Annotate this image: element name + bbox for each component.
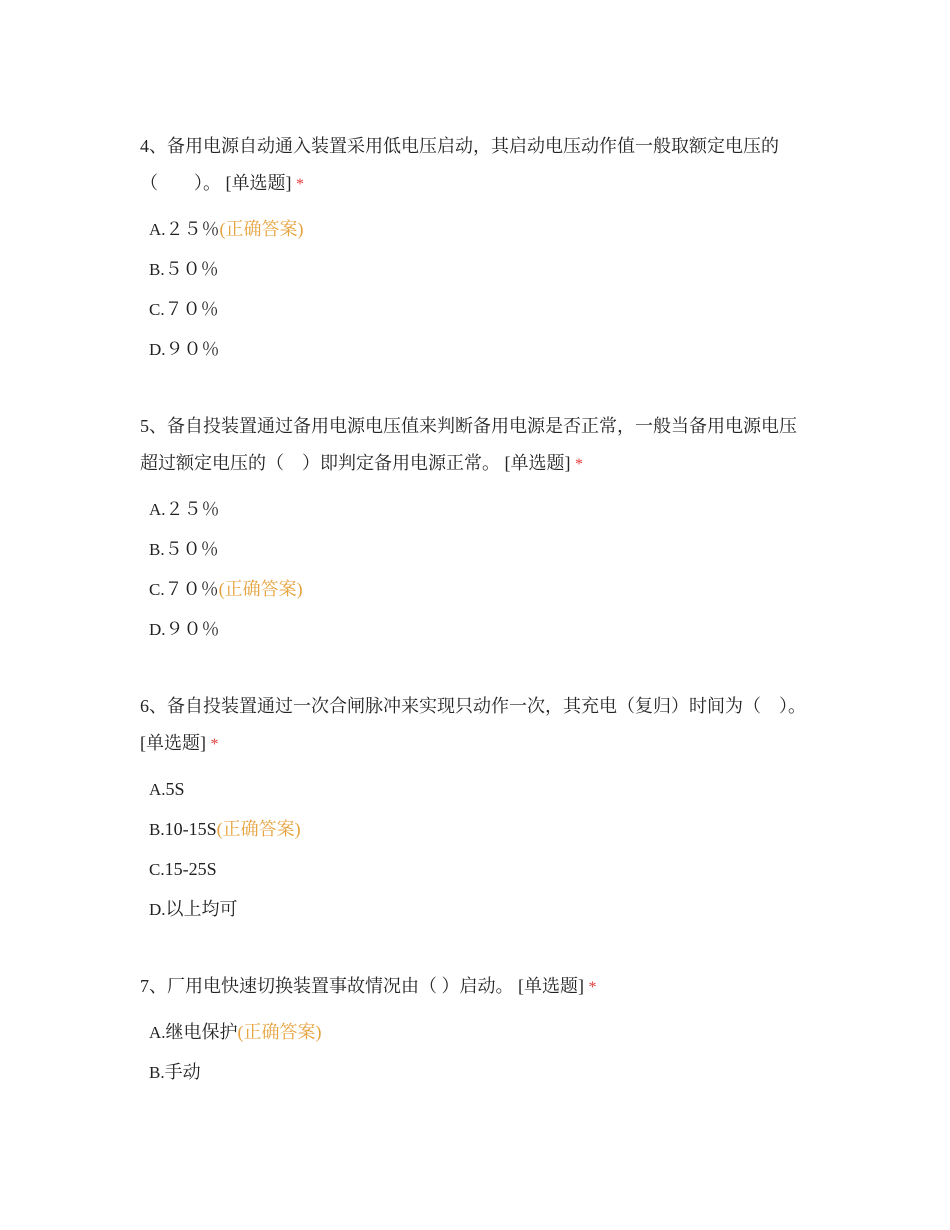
correct-answer-tag: (正确答案): [218, 579, 303, 599]
option-text: ９０％: [165, 339, 220, 359]
question-type: [单选题]: [518, 976, 584, 996]
question-5: [140, 408, 810, 649]
option-text: 15-25S: [164, 859, 217, 879]
option-label: A.: [149, 1023, 166, 1042]
option-text: ７０％: [164, 299, 219, 319]
option-b[interactable]: [140, 1052, 810, 1092]
option-label: A.: [149, 780, 166, 799]
option-c[interactable]: [140, 289, 810, 329]
option-text: 以上均可: [165, 899, 238, 919]
option-d[interactable]: [140, 609, 810, 649]
question-title: [140, 408, 810, 483]
option-text: 手动: [164, 1062, 201, 1082]
option-c[interactable]: [140, 569, 810, 609]
question-text: 4、备用电源自动通入装置采用低电压启动，其启动电压动作值一般取额定电压的（ ）。: [140, 136, 779, 193]
option-text: ９０％: [165, 619, 220, 639]
option-label: C.: [149, 860, 165, 879]
question-title: [140, 688, 810, 763]
option-label: A.: [149, 220, 166, 239]
option-label: B.: [149, 260, 165, 279]
option-label: B.: [149, 820, 165, 839]
question-text: 7、厂用电快速切换装置事故情况由（ ）启动。: [140, 976, 514, 996]
question-type: [单选题]: [140, 733, 206, 753]
question-6: [140, 688, 810, 929]
option-label: D.: [149, 620, 166, 639]
option-a[interactable]: [140, 769, 810, 809]
correct-answer-tag: (正确答案): [219, 219, 304, 239]
question-type: [单选题]: [504, 453, 571, 473]
correct-answer-tag: (正确答案): [216, 819, 301, 839]
option-d[interactable]: [140, 889, 810, 929]
question-text: 6、备自投装置通过一次合闸脉冲来实现只动作一次，其充电（复归）时间为（ ）。: [140, 696, 806, 716]
option-label: B.: [149, 540, 165, 559]
option-text: ２５％: [165, 499, 220, 519]
option-label: D.: [149, 900, 166, 919]
required-mark: *: [210, 736, 219, 753]
option-list: [140, 1012, 810, 1092]
option-label: D.: [149, 340, 166, 359]
option-text: 5S: [165, 779, 185, 799]
option-label: B.: [149, 1063, 165, 1082]
option-text: ５０％: [164, 259, 219, 279]
option-list: [140, 769, 810, 929]
option-label: A.: [149, 500, 166, 519]
option-text: 继电保护: [165, 1022, 238, 1042]
option-a[interactable]: [140, 1012, 810, 1052]
option-text: ２５％: [165, 219, 220, 239]
required-mark: *: [296, 176, 304, 193]
question-type: [单选题]: [225, 173, 292, 193]
option-label: C.: [149, 300, 165, 319]
question-title: [140, 128, 810, 203]
question-4: [140, 128, 810, 369]
option-d[interactable]: [140, 329, 810, 369]
required-mark: *: [588, 979, 597, 996]
option-c[interactable]: [140, 849, 810, 889]
option-text: ７０％: [164, 579, 219, 599]
required-mark: *: [575, 456, 583, 473]
option-b[interactable]: [140, 249, 810, 289]
option-text: 10-15S: [164, 819, 217, 839]
correct-answer-tag: (正确答案): [237, 1022, 322, 1042]
question-7: [140, 968, 810, 1092]
question-title: [140, 968, 810, 1006]
question-text: 5、备自投装置通过备用电源电压值来判断备用电源是否正常，一般当备用电源电压超过额定电压的（ ）即判定备用电源正常。: [140, 416, 797, 473]
option-text: ５０％: [164, 539, 219, 559]
option-a[interactable]: [140, 209, 810, 249]
option-list: [140, 209, 810, 369]
option-a[interactable]: [140, 489, 810, 529]
option-b[interactable]: [140, 529, 810, 569]
option-label: C.: [149, 580, 165, 599]
option-list: [140, 489, 810, 649]
option-b[interactable]: [140, 809, 810, 849]
